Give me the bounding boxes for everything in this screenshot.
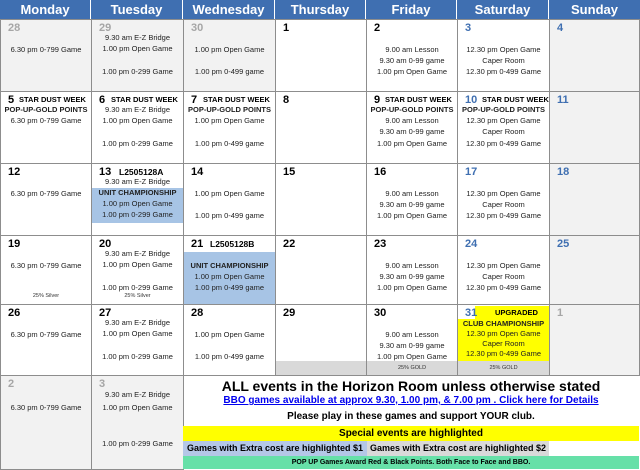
event: 1.00 pm Open Game <box>194 45 265 54</box>
day-cell-9[interactable] <box>366 91 458 164</box>
event: 1.00 pm Open Game <box>376 67 448 76</box>
popup-games-note: POP UP Games Award Red & Black Points. Both Face to Face and BBO. <box>183 456 639 469</box>
day-cell-30[interactable] <box>183 19 276 92</box>
day-cell-31[interactable] <box>457 304 550 376</box>
points-note: 25% GOLD <box>489 365 518 371</box>
event: 6.30 pm 0-799 Game <box>10 189 82 198</box>
event: Caper Room <box>482 56 525 65</box>
day-cell-24[interactable] <box>457 235 550 305</box>
day-cell-28b[interactable] <box>183 304 276 376</box>
event: 9.30 am E-Z Bridge <box>104 177 171 186</box>
day-number: 28 <box>8 22 21 34</box>
points-note: 25% Silver <box>32 293 60 299</box>
event: 1.00 pm Open Game <box>376 352 448 361</box>
bbo-details-link[interactable]: BBO games available at approx 9.30, 1.00 pm, & 7.00 pm . Click here for Details <box>223 395 599 406</box>
event: 1.00 pm Open Game <box>194 116 265 125</box>
event: 1.00 pm Open Game <box>102 44 173 53</box>
day-number: 30 <box>374 307 387 319</box>
event: 1.00 pm Open Game <box>102 403 173 412</box>
day-cell-13[interactable] <box>91 163 184 236</box>
special-events-note: Special events are highlighted <box>183 426 639 441</box>
day-number: 12 <box>8 166 21 178</box>
day-number: 6 <box>99 94 106 106</box>
event: 6.30 pm 0-799 Game <box>10 403 82 412</box>
event-tag: STAR DUST WEEK <box>482 95 549 104</box>
day-number: 23 <box>374 238 387 250</box>
event: 1.00 pm 0-299 Game <box>102 283 173 292</box>
day-cell-26[interactable] <box>0 304 92 376</box>
event: CLUB CHAMPIONSHIP <box>462 319 545 328</box>
event: 12.30 pm Open Game <box>466 189 541 198</box>
day-number: 21 <box>191 238 204 250</box>
event: 9.30 am 0-99 game <box>379 341 445 350</box>
event: 1.00 pm 0-499 game <box>194 139 265 148</box>
event: 9.30 am 0-99 game <box>379 272 445 281</box>
day-cell-2[interactable] <box>366 19 458 92</box>
day-number: 29 <box>99 22 112 34</box>
event: 1.00 pm Open Game <box>194 272 265 281</box>
event: 12.30 pm 0-499 Game <box>465 211 542 220</box>
event: 1.00 pm Open Game <box>376 211 448 220</box>
event-tag: STAR DUST WEEK <box>19 95 86 104</box>
event: 1.00 pm Open Game <box>102 116 173 125</box>
extra-cost-1-note: Games with Extra cost are highlighted $1 <box>183 441 367 456</box>
event: 6.30 pm 0-799 Game <box>10 116 82 125</box>
day-number: 17 <box>465 166 478 178</box>
day-cell-6[interactable] <box>91 91 184 164</box>
day-number: 2 <box>8 378 15 390</box>
day-number: 14 <box>191 166 204 178</box>
event: Caper Room <box>482 272 525 281</box>
day-cell-16[interactable] <box>366 163 458 236</box>
event: 9.30 am E-Z Bridge <box>104 105 171 114</box>
day-cell-23[interactable] <box>366 235 458 305</box>
header-sunday: Sunday <box>549 0 640 19</box>
day-number: 28 <box>191 307 204 319</box>
header-tuesday: Tuesday <box>91 0 183 19</box>
header-saturday: Saturday <box>457 0 549 19</box>
day-number: 11 <box>557 94 569 106</box>
header-wednesday: Wednesday <box>183 0 275 19</box>
notice-headline: ALL events in the Horizon Room unless otherwise stated <box>221 378 601 394</box>
event: 9.30 am E-Z Bridge <box>104 318 171 327</box>
day-cell-25[interactable] <box>549 235 640 305</box>
event: POP-UP-GOLD POINTS <box>188 105 271 114</box>
day-number: 10 <box>465 94 478 106</box>
event: 9.30 am E-Z Bridge <box>104 249 171 258</box>
event: 12.30 pm 0-499 Game <box>465 139 542 148</box>
event-tag: STAR DUST WEEK <box>111 95 178 104</box>
day-number: 24 <box>465 238 478 250</box>
event: 1.00 pm 0-299 Game <box>102 210 173 219</box>
event: 9.00 am Lesson <box>385 45 439 54</box>
day-cell-30b[interactable] <box>366 304 458 376</box>
day-number: 9 <box>374 94 381 106</box>
day-number: 15 <box>283 166 296 178</box>
event: POP-UP-GOLD POINTS <box>462 105 545 114</box>
day-cell-29[interactable] <box>91 19 184 92</box>
event: 1.00 pm 0-299 Game <box>102 139 173 148</box>
event: 12.30 pm 0-499 Game <box>465 283 542 292</box>
day-number: 22 <box>283 238 296 250</box>
day-cell-2b[interactable] <box>0 375 92 470</box>
day-cell-29b[interactable] <box>275 304 367 376</box>
day-cell-21[interactable] <box>183 235 276 305</box>
day-cell-19[interactable] <box>0 235 92 305</box>
event: 9.30 am 0-99 game <box>379 200 445 209</box>
event: 1.00 pm Open Game <box>194 330 265 339</box>
day-number: 27 <box>99 307 112 319</box>
event: 12.30 pm Open Game <box>466 261 541 270</box>
event: 1.00 pm 0-299 Game <box>102 352 173 361</box>
day-number: 20 <box>99 238 112 250</box>
event: 9.00 am Lesson <box>385 261 439 270</box>
event: 9.30 am 0-99 game <box>379 56 445 65</box>
day-cell-27[interactable] <box>91 304 184 376</box>
day-number: 7 <box>191 94 198 106</box>
day-cell-1b[interactable] <box>549 304 640 376</box>
event: 12.30 pm Open Game <box>466 116 541 125</box>
day-number: 31 <box>465 307 478 319</box>
event: UNIT CHAMPIONSHIP <box>190 261 269 270</box>
event: Caper Room <box>482 339 525 348</box>
event: 6.30 pm 0-799 Game <box>10 330 82 339</box>
event: 1.00 pm Open Game <box>102 260 173 269</box>
event: 6.30 pm 0-799 Game <box>10 261 82 270</box>
event: 1.00 pm 0-499 game <box>194 67 265 76</box>
cell-shade <box>276 361 366 375</box>
day-number: 19 <box>8 238 21 250</box>
event: Caper Room <box>482 200 525 209</box>
event: 6.30 pm 0-799 Game <box>10 45 82 54</box>
day-number: 3 <box>99 378 106 390</box>
header-monday: Monday <box>0 0 91 19</box>
event: 9.00 am Lesson <box>385 330 439 339</box>
day-number: 8 <box>283 94 290 106</box>
points-note: 25% Silver <box>124 293 151 299</box>
day-number: 25 <box>557 238 570 250</box>
event: POP-UP-GOLD POINTS <box>370 105 454 114</box>
day-number: 5 <box>8 94 15 106</box>
event: 1.00 pm Open Game <box>194 189 265 198</box>
day-cell-5[interactable] <box>0 91 92 164</box>
day-cell-20[interactable] <box>91 235 184 305</box>
day-cell-17[interactable] <box>457 163 550 236</box>
event: 1.00 pm 0-299 Game <box>102 67 173 76</box>
day-number: 29 <box>283 307 296 319</box>
event: 12.30 pm 0-499 Game <box>465 67 542 76</box>
day-cell-11[interactable] <box>549 91 640 164</box>
event: 1.00 pm 0-499 game <box>194 211 265 220</box>
day-number: 2 <box>374 22 381 34</box>
event-tag: L2505128A <box>119 167 164 177</box>
event-tag: L2505128B <box>210 239 255 249</box>
day-number: 3 <box>465 22 472 34</box>
event-tag: STAR DUST WEEK <box>203 95 270 104</box>
event: UNIT CHAMPIONSHIP <box>98 188 177 197</box>
day-cell-4[interactable] <box>549 19 640 92</box>
event: 12.30 pm 0-499 Game <box>465 349 542 358</box>
points-note: 25% GOLD <box>397 365 427 371</box>
event: POP-UP-GOLD POINTS <box>4 105 88 114</box>
extra-cost-2-note: Games with Extra cost are highlighted $2 <box>367 441 549 456</box>
event: 12.30 pm Open Game <box>466 45 541 54</box>
day-cell-1[interactable] <box>275 19 367 92</box>
day-cell-14[interactable] <box>183 163 276 236</box>
event-tag: UPGRADED <box>495 308 538 317</box>
event: 1.00 pm Open Game <box>376 139 448 148</box>
event: 12.30 pm Open Game <box>466 329 541 338</box>
event: 1.00 pm 0-299 Game <box>102 439 173 448</box>
event: 9.30 am E-Z Bridge <box>104 390 171 399</box>
day-cell-8[interactable] <box>275 91 367 164</box>
support-message: Please play in these games and support YOUR club. <box>287 411 535 422</box>
event: 9.00 am Lesson <box>385 116 439 125</box>
day-number: 26 <box>8 307 21 319</box>
event: 9.00 am Lesson <box>385 189 439 198</box>
day-number: 13 <box>99 166 112 178</box>
day-cell-22[interactable] <box>275 235 367 305</box>
event: 9.30 am 0-99 game <box>379 127 445 136</box>
event: 1.00 pm Open Game <box>102 199 173 208</box>
day-cell-12[interactable] <box>0 163 92 236</box>
header-thursday: Thursday <box>275 0 366 19</box>
day-cell-3[interactable] <box>457 19 550 92</box>
event: 9.30 am E-Z Bridge <box>104 33 171 42</box>
day-number: 30 <box>191 22 204 34</box>
day-cell-18[interactable] <box>549 163 640 236</box>
day-number: 1 <box>557 307 564 319</box>
day-number: 18 <box>557 166 570 178</box>
day-cell-28[interactable] <box>0 19 92 92</box>
event: 1.00 pm Open Game <box>102 329 173 338</box>
event-tag: STAR DUST WEEK <box>385 95 452 104</box>
day-cell-3b[interactable] <box>91 375 184 470</box>
event: 1.00 pm Open Game <box>376 283 448 292</box>
day-number: 1 <box>283 22 290 34</box>
day-cell-7[interactable] <box>183 91 276 164</box>
day-cell-15[interactable] <box>275 163 367 236</box>
header-friday: Friday <box>366 0 457 19</box>
day-cell-10[interactable] <box>457 91 550 164</box>
event: Caper Room <box>482 127 525 136</box>
day-number: 4 <box>557 22 564 34</box>
event: 1.00 pm 0-499 game <box>194 352 265 361</box>
event: 1.00 pm 0-499 game <box>194 283 265 292</box>
day-number: 16 <box>374 166 387 178</box>
